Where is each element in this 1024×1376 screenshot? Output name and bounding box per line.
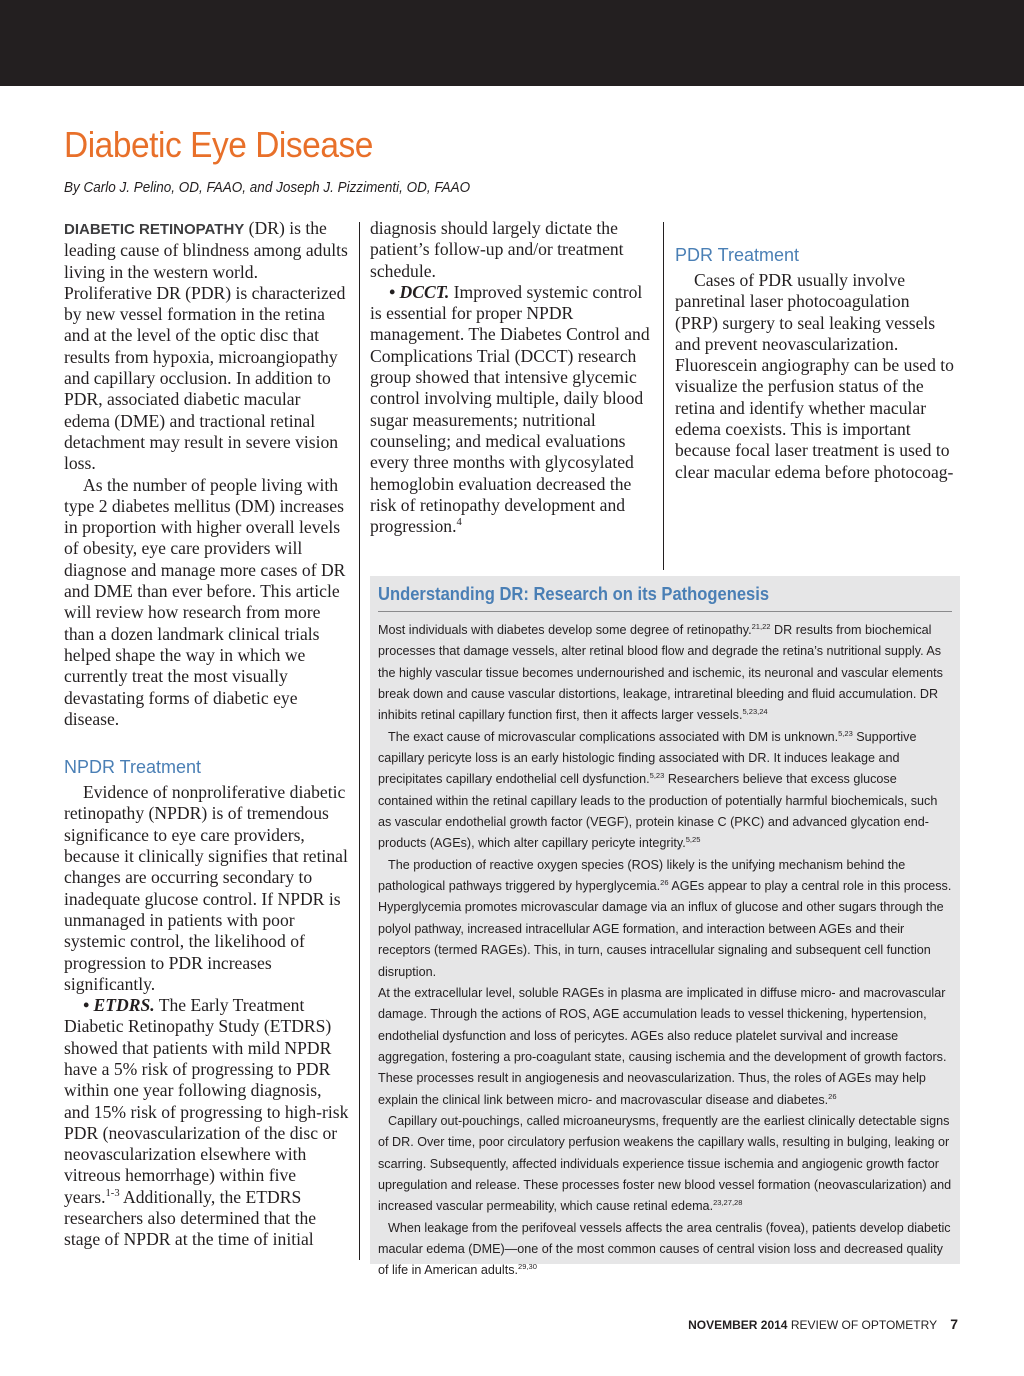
lead-in: DIABETIC RETINOPATHY [64,221,245,238]
citation: 26 [828,1091,837,1101]
footer-month: NOVEMBER 2014 [688,1318,788,1332]
citation: 5,25 [685,835,701,845]
sidebar-paragraph: The exact cause of microvascular complications associated with DM is unknown.$^{5,23}$ Supportive capillary pericyte loss is an early histologic finding associated with DR. It induces leakage and precipitates capillary endothelial cell dysfunction.$^{5,23}$ Researchers believe that excess glucose contained within the retinal capillary leads to the production of potentially harmful biochemicals, such as vascular endothelial growth factor (VEGF), protein kinase C (PKC) and advanced glycation end-products (AGEs), which alter capillary pericyte integrity.$^{5,25}$ [378,728,938,851]
citation: 29,30 [518,1262,537,1272]
citation: 26 [660,877,669,887]
article-title: Diabetic Eye Disease [64,124,373,165]
sidebar-paragraph: The production of reactive oxygen species (ROS) likely is the unifying mechanism behind the pathological pathways triggered by hyperglycemia.$^{26}$ AGEs appear to play a central role in this process. Hyperglycemia promotes microvascular damage via an influx of glucose and other sugars through the polyol pathway, increased intracellular AGE formation, and interaction between AGEs and their receptors (termed RAGEs). This, in turn, causes intracellular signaling and subsequent cell function disruption. [378,857,952,979]
intro-paragraph: DIABETIC RETINOPATHY (DR) is the leading cause of blindness among adults living in the western world. Proliferative DR (PDR) is characterized by new vessel formation in the retina and at the level of the optic disc that results from hypoxia, microangiopathy and capillary occlusion. In addition to PDR, associated diabetic macular edema (DME) and tractional retinal detachment may result in severe vision loss. [64,218,348,474]
citation: 5,23 [649,771,665,781]
dcct-label: • DCCT. [389,281,450,302]
npdr-paragraph: Evidence of nonproliferative diabetic retinopathy (NPDR) is of tremendous significance to eye care providers, because it clinically signifies that retinal changes are occurring secondary to inadequate glucose control. If NPDR is unmanaged in patients with poor systemic control, the likelihood of progression to PDR increases significantly. [64,782,348,994]
sidebar-paragraph: At the extracellular level, soluble RAGEs in plasma are implicated in diffuse micro- and macrovascular damage. Through the actions of ROS, AGE accumulation leads to vessel thickening, hypertension, endothelial dysfunction and loss of pericytes. AGEs also reduce platelet survival and increase aggregation, fostering a pro-coagulant state, causing ischemia and the development of growth factors. These processes result in angiogenesis and neovascularization. Thus, the roles of AGEs may help explain the clinical link between micro- and macrovascular disease and diabetes.$^{26}$ [378,985,947,1107]
article-byline: By Carlo J. Pelino, OD, FAAO, and Joseph J. Pizzimenti, OD, FAAO [64,179,471,196]
header-band [0,0,1024,86]
sidebar-rule [378,611,952,612]
sidebar-box [370,576,960,1278]
citation: 5,23 [838,728,853,738]
pdr-heading: PDR Treatment [675,245,800,265]
citation: 4 [456,517,462,529]
citation: 1-3 [105,1187,120,1199]
column-divider [359,222,360,1260]
column-1 [64,218,350,1251]
sidebar-paragraph: Capillary out-pouchings, called microaneurysms, frequently are the earliest clinically detectable signs of DR. Over time, poor circulatory perfusion weakens the capillary walls, resulting in bulging, leaking or scarring. Subsequently, affected individuals experience tissue ischemia and angiogenic growth factor upregulation and release. These processes foster new blood vessel formation (neovascularization) and increased vascular permeability, which cause retinal edema.$^{23,27,28}$ [378,1113,952,1214]
footer-publication: REVIEW OF OPTOMETRY [790,1318,937,1332]
pdr-paragraph: Cases of PDR usually involve panretinal laser photocoagulation (PRP) surgery to seal leaking vessels and prevent neovascularization. Fluorescein angiography can be used to visualize the perfusion status of the retina and identify whether macular edema coexists. This is important because focal laser treatment is used to clear macular edema before photocoag- [675,270,954,482]
page-footer [688,1316,958,1332]
column-3 [675,218,955,483]
intro-paragraph-2: As the number of people living with type 2 diabetes mellitus (DM) increases in proportion with higher overall levels of obesity, eye care providers will diagnose and manage more cases of DR and DME than ever before. This article will review how research from more than a dozen landmark clinical trials helped shape the way in which we currently treat the most visually devastating forms of diabetic eye disease. [64,474,346,729]
page-number: 7 [950,1316,958,1332]
dcct-paragraph: • DCCT. Improved systemic control is essential for proper NPDR management. The Diabetes Control and Complications Trial (DCCT) research group showed that intensive glycemic control involving multiple, daily blood sugar measurements; nutritional counseling; and medical evaluations every three months with glycosylated hemoglobin evaluation decreased the risk of retinopathy development and progression.$^4$ [370,281,650,537]
etdrs-paragraph: • ETDRS. The Early Treatment Diabetic Retinopathy Study (ETDRS) showed that patients with mild NPDR have a 5% risk of progressing to PDR within one year following diagnosis, and 15% risk of progressing to high-risk PDR (neovascularization of the disc or neovascularization elsewhere with vitreous hemorrhage) within five years.$^{1-3}$ Additionally, the ETDRS researchers also determined that the stage of NPDR at the time of initial [64,995,349,1250]
column-2 [370,218,652,537]
sidebar-paragraph: Most individuals with diabetes develop some degree of retinopathy.$^{21,22}$ DR results from biochemical processes that damage vessels, alter retinal blood flow and degrade the retina’s nutritional supply. As the highly vascular tissue becomes undernourished and ischemic, its neuronal and vascular elements break down and cause vascular distortions, leakage, intraretinal bleeding and fluid accumulation. DR inhibits retinal capillary function first, then it affects larger vessels.$^{5,23,24}$ [378,621,943,723]
npdr-heading: NPDR Treatment [64,757,202,778]
citation: 5,23,24 [742,707,768,717]
sidebar-body [378,620,952,1282]
citation: 23,27,28 [713,1198,743,1208]
sidebar-paragraph: When leakage from the perifoveal vessels affects the area centralis (fovea), patients develop diabetic macular edema (DME)—one of the most common causes of central vision loss and decreased quality of life in American adults.$^{29,30}$ [378,1220,951,1278]
sidebar-title: Understanding DR: Research on its Pathogenesis [378,584,770,604]
etdrs-paragraph: diagnosis should largely dictate the patient’s follow-up and/or treatment schedule. [370,218,624,281]
column-divider [663,222,664,570]
citation: 21,22 [751,621,771,631]
etdrs-label: • ETDRS. [83,995,155,1016]
